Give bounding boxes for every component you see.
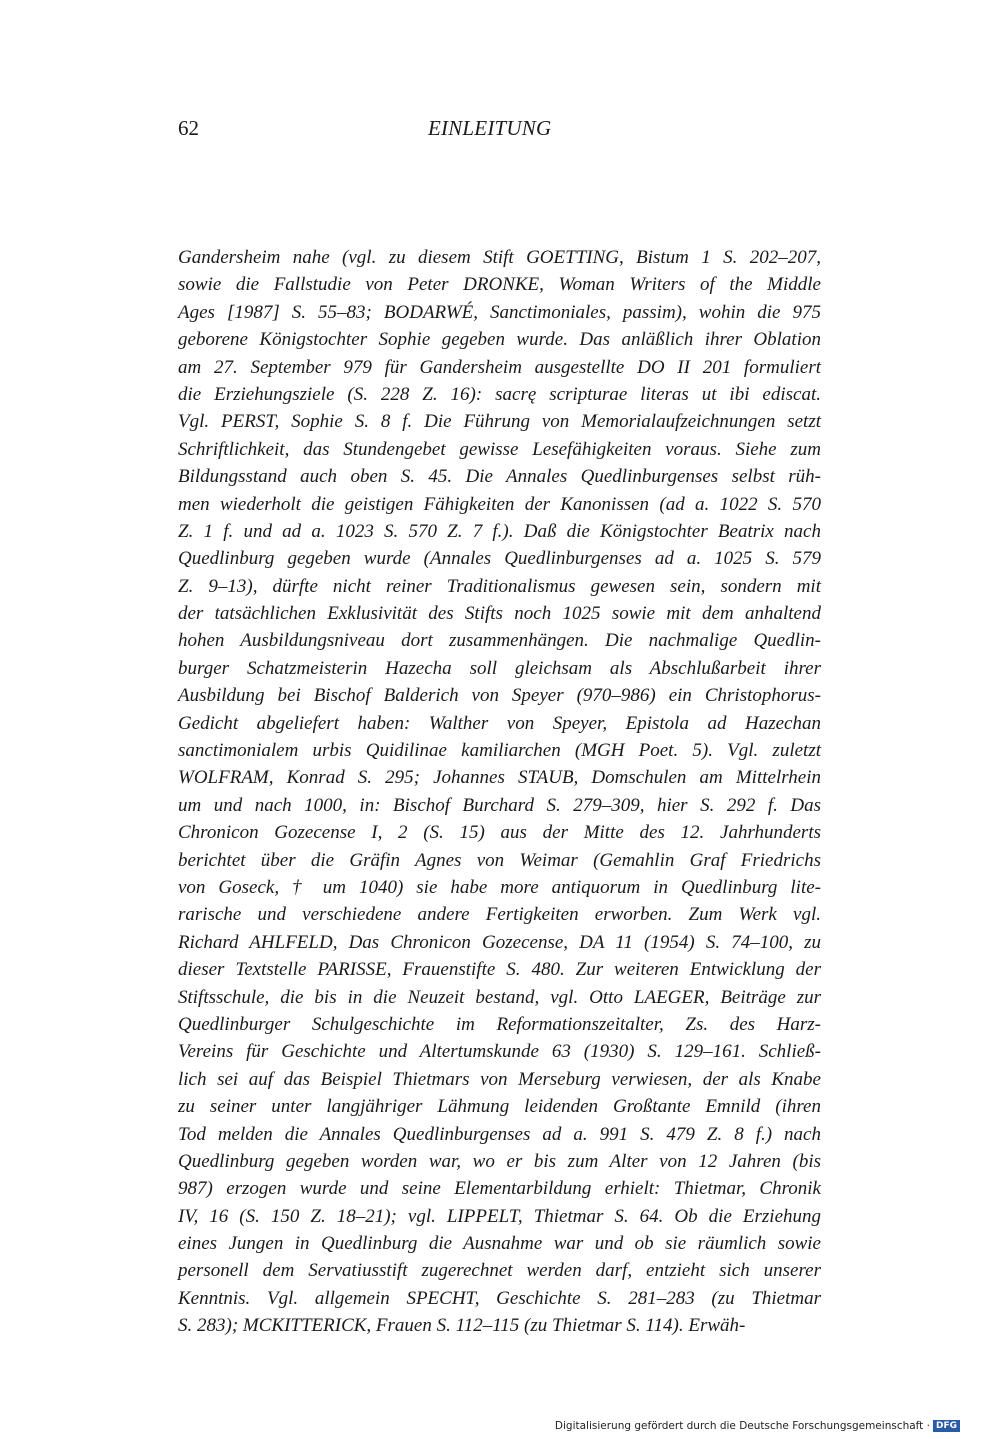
text-line: Quedlinburg gegeben wurde (Annales Quedlinburgenses ad a. 1025 S. 579	[178, 548, 821, 570]
text-line: WOLFRAM, Konrad S. 295; Johannes STAUB, Domschulen am Mittelrhein	[178, 767, 821, 789]
text-line: Bildungsstand auch oben S. 45. Die Annales Quedlinburgenses selbst rüh-	[178, 466, 821, 488]
text-line: Ausbildung bei Bischof Balderich von Speyer (970–986) ein Christophorus-	[178, 685, 821, 707]
footer-credit-text: Digitalisierung gefördert durch die Deutsche Forschungsgemeinschaft ·	[554, 1420, 930, 1432]
text-line: burger Schatzmeisterin Hazecha soll gleichsam als Abschlußarbeit ihrer	[178, 657, 821, 679]
text-line: Chronicon Gozecense I, 2 (S. 15) aus der Mitte des 12. Jahrhunderts	[178, 822, 821, 844]
text-line: rarische und verschiedene andere Fertigkeiten erworben. Zum Werk vgl.	[178, 904, 821, 926]
text-line: S. 283); MCKITTERICK, Frauen S. 112–115 (zu Thietmar S. 114). Erwäh-	[178, 1315, 746, 1337]
text-line: Stiftsschule, die bis in die Neuzeit bestand, vgl. Otto LAEGER, Beiträge zur	[178, 986, 821, 1008]
text-line: berichtet über die Gräfin Agnes von Weimar (Gemahlin Graf Friedrichs	[178, 849, 821, 871]
text-line: sowie die Fallstudie von Peter DRONKE, Woman Writers of the Middle	[178, 274, 821, 296]
text-line: eines Jungen in Quedlinburg die Ausnahme war und ob sie räumlich sowie	[178, 1233, 821, 1255]
running-head: EINLEITUNG	[428, 116, 552, 140]
text-line: Gedicht abgeliefert haben: Walther von Speyer, Epistola ad Hazechan	[178, 712, 821, 734]
page-number: 62	[178, 116, 199, 140]
text-line: sanctimonialem urbis Quidilinae kamiliarchen (MGH Poet. 5). Vgl. zuletzt	[178, 740, 821, 762]
text-line: Z. 9–13), dürfte nicht reiner Traditionalismus gewesen sein, sondern mit	[178, 575, 821, 597]
text-line: 987) erzogen wurde und seine Elementarbildung erhielt: Thietmar, Chronik	[178, 1178, 821, 1200]
text-line: men wiederholt die geistigen Fähigkeiten der Kanonissen (ad a. 1022 S. 570	[178, 493, 821, 515]
text-line: die Erziehungsziele (S. 228 Z. 16): sacrę scripturae literas ut ibi ediscat.	[178, 383, 821, 405]
text-line: geborene Königstochter Sophie gegeben wurde. Das anläßlich ihrer Oblation	[178, 329, 821, 351]
footnote-body	[178, 244, 821, 1340]
text-line: Vgl. PERST, Sophie S. 8 f. Die Führung von Memorialaufzeichnungen setzt	[178, 411, 821, 433]
footer-credit	[555, 1419, 960, 1433]
text-line: Tod melden die Annales Quedlinburgenses ad a. 991 S. 479 Z. 8 f.) nach	[178, 1123, 821, 1145]
text-line: dieser Textstelle PARISSE, Frauenstifte S. 480. Zur weiteren Entwicklung der	[178, 959, 821, 981]
text-line: Schriftlichkeit, das Stundengebet gewisse Lesefähigkeiten voraus. Siehe zum	[178, 438, 821, 460]
text-line: Vereins für Geschichte und Altertumskunde 63 (1930) S. 129–161. Schließ-	[178, 1041, 821, 1063]
text-line: Z. 1 f. und ad a. 1023 S. 570 Z. 7 f.). Daß die Königstochter Beatrix nach	[178, 520, 821, 542]
text-line: personell dem Servatiusstift zugerechnet werden darf, entzieht sich unserer	[178, 1260, 821, 1282]
text-line: Ages [1987] S. 55–83; BODARWÉ, Sanctimoniales, passim), wohin die 975	[178, 301, 821, 323]
text-line: Quedlinburger Schulgeschichte im Reformationszeitalter, Zs. des Harz-	[178, 1013, 821, 1035]
text-line: Kenntnis. Vgl. allgemein SPECHT, Geschichte S. 281–283 (zu Thietmar	[178, 1287, 821, 1309]
text-line: Quedlinburg gegeben worden war, wo er bis zum Alter von 12 Jahren (bis	[178, 1150, 821, 1172]
text-line: hohen Ausbildungsniveau dort zusammenhängen. Die nachmalige Quedlin-	[178, 630, 821, 652]
text-line: Gandersheim nahe (vgl. zu diesem Stift GOETTING, Bistum 1 S. 202–207,	[178, 247, 821, 268]
text-line: am 27. September 979 für Gandersheim ausgestellte DO II 201 formuliert	[178, 356, 821, 378]
text-line: um und nach 1000, in: Bischof Burchard S. 279–309, hier S. 292 f. Das	[178, 794, 821, 816]
text-line: Richard AHLFELD, Das Chronicon Gozecense, DA 11 (1954) S. 74–100, zu	[178, 931, 821, 953]
text-line: der tatsächlichen Exklusivität des Stifts noch 1025 sowie mit dem anhaltend	[178, 603, 821, 625]
dfg-logo: DFG	[933, 1420, 960, 1432]
text-line: von Goseck, † um 1040) sie habe more antiquorum in Quedlinburg lite-	[178, 876, 821, 898]
text-line: zu seiner unter langjähriger Lähmung leidenden Großtante Emnild (ihren	[178, 1096, 821, 1118]
text-line: lich sei auf das Beispiel Thietmars von Merseburg verwiesen, der als Knabe	[178, 1068, 821, 1090]
text-line: IV, 16 (S. 150 Z. 18–21); vgl. LIPPELT, Thietmar S. 64. Ob die Erziehung	[178, 1205, 821, 1227]
